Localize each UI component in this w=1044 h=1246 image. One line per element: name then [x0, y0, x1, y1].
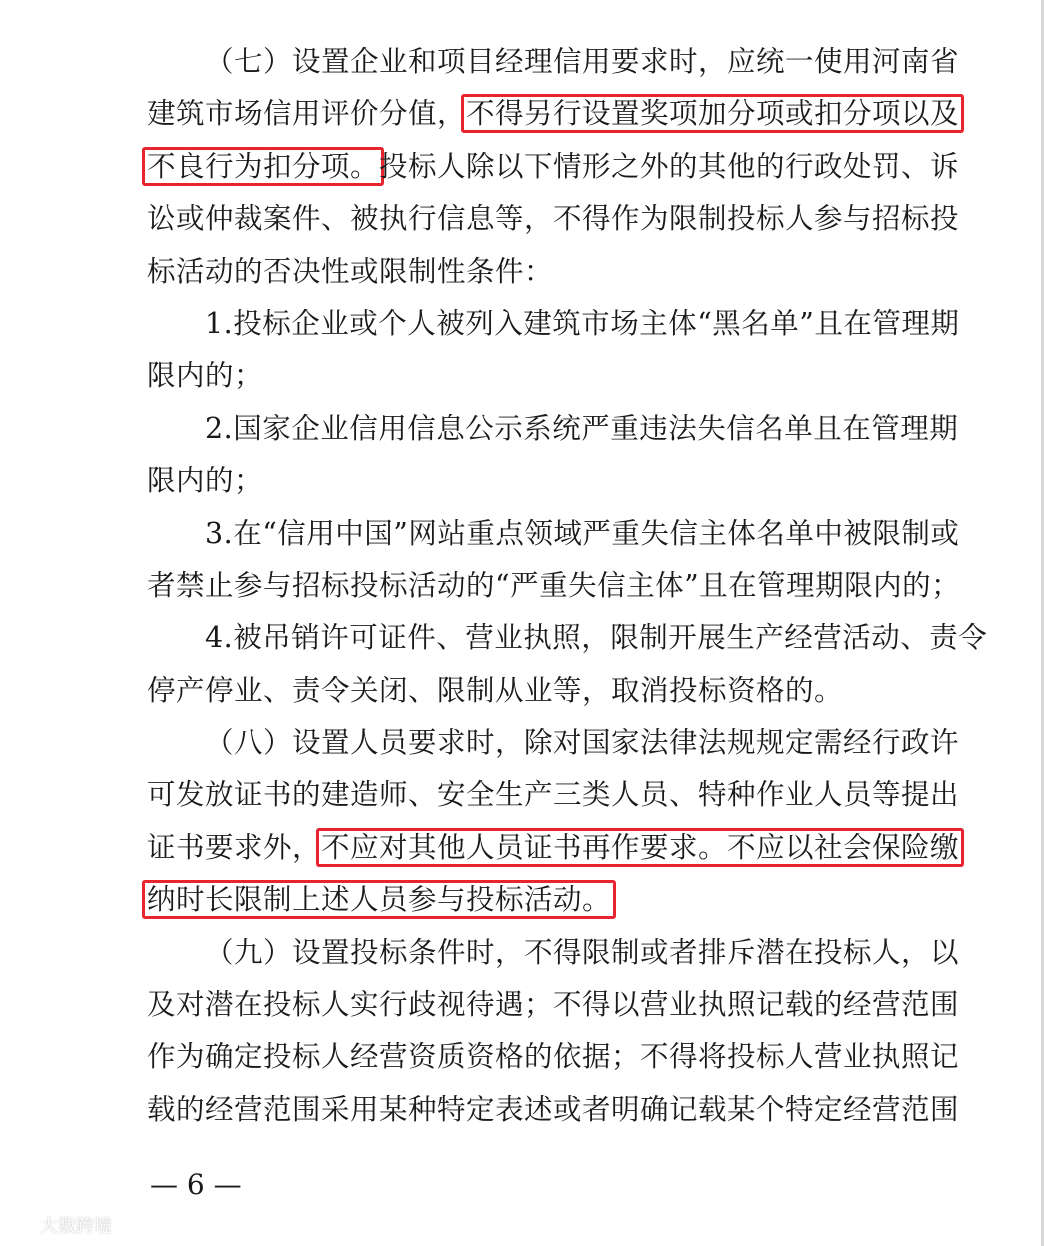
text-line — [147, 560, 961, 612]
text-line — [147, 455, 922, 507]
text-line — [147, 822, 960, 874]
text-line — [147, 246, 922, 298]
text-segment: 讼或仲裁案件、被执行信息等，不得作为限制投标人参与招标投 — [147, 202, 960, 236]
text-line — [147, 769, 960, 821]
highlighted-phrase: 不良行为扣分项。 — [142, 147, 384, 186]
text-segment: （七）设置企业和项目经理信用要求时，应统一使用河南省 — [205, 45, 960, 78]
text-segment: 载的经营范围采用某种特定表述或者明确记载某个特定经营范围 — [147, 1092, 960, 1126]
text-line — [147, 717, 960, 769]
text-line — [147, 612, 988, 664]
document-body — [147, 36, 988, 1136]
text-line — [147, 88, 960, 140]
text-line — [147, 508, 960, 560]
highlighted-phrase: 不应对其他人员证书再作要求。不应以社会保险缴 — [316, 828, 964, 867]
text-segment: 证书要求外， — [147, 830, 322, 864]
highlighted-phrase: 不得另行设置奖项加分项或扣分项以及 — [461, 94, 964, 133]
text-segment: （九）设置投标条件时，不得限制或者排斥潜在投标人，以 — [205, 935, 960, 969]
text-segment: 4.被吊销许可证件、营业执照，限制开展生产经营活动、责令 — [205, 621, 988, 655]
text-segment: 者禁止参与招标投标活动的“严重失信主体”且在管理期限内的； — [147, 568, 961, 602]
text-line — [147, 36, 960, 88]
text-segment: 及对潜在投标人实行歧视待遇；不得以营业执照记载的经营范围 — [147, 988, 960, 1022]
watermark-text: 大数跨境 — [40, 1216, 112, 1237]
text-line — [147, 298, 960, 350]
text-line — [147, 403, 959, 455]
text-line — [147, 927, 960, 979]
weibo-icon — [12, 1215, 36, 1235]
text-segment: 限内的； — [147, 359, 264, 393]
text-segment: 停产停业、责令关闭、限制从业等，取消投标资格的。 — [147, 673, 844, 707]
text-line — [147, 665, 922, 717]
highlighted-phrase: 纳时长限制上述人员参与投标活动。 — [142, 880, 616, 919]
text-segment: 投标人除以下情形之外的其他的行政处罚、诉 — [379, 149, 960, 183]
text-segment: 3.在“信用中国”网站重点领域严重失信主体名单中被限制或 — [205, 516, 960, 550]
text-segment: 2.国家企业信用信息公示系统严重违法失信名单且在管理期 — [205, 411, 959, 445]
watermark — [12, 1212, 112, 1238]
text-segment: 1.投标企业或个人被列入建筑市场主体“黑名单”且在管理期 — [205, 306, 960, 340]
text-segment: （八）设置人员要求时，除对国家法律法规规定需经行政许 — [205, 726, 960, 760]
text-line — [147, 1031, 960, 1083]
text-line — [147, 141, 960, 193]
text-segment: 标活动的否决性或限制性条件： — [147, 254, 554, 288]
text-line — [147, 979, 960, 1031]
text-segment: 建筑市场信用评价分值， — [147, 97, 467, 131]
text-line — [147, 350, 922, 402]
text-segment: 作为确定投标人经营资质资格的依据；不得将投标人营业执照记 — [147, 1040, 960, 1074]
text-line — [147, 1084, 960, 1136]
text-line — [147, 193, 960, 245]
text-line — [147, 874, 922, 926]
text-segment: 可发放证书的建造师、安全生产三类人员、特种作业人员等提出 — [147, 778, 960, 812]
page-number: — 6 — — [150, 1168, 242, 1201]
text-segment: 限内的； — [147, 464, 264, 498]
